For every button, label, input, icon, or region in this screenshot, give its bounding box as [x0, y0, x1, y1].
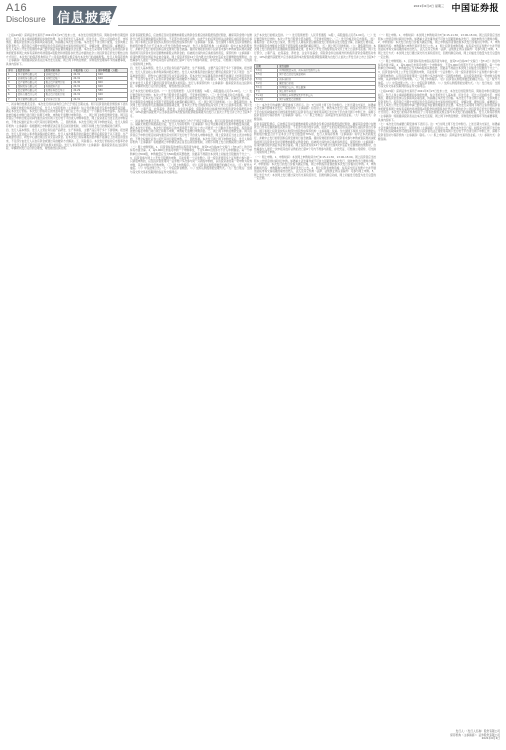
- table-cell: 620: [97, 97, 128, 101]
- table-cell: 网上网下申购日: [278, 89, 376, 93]
- table-cell: 证券股份有限公司: [16, 77, 44, 81]
- body-paragraph: （上接A15版）深圳证券交易所于2021年5月27日发布公告，本次发行的股票代码、简称及申购日期安排如下。发行人和主承销商根据初步询价结果，综合考虑发行人基本面、所处行业、可比公司估值水平、市场情况、募集资金需求以及承销风险等因素，协商确定本次发行价格。本次发行不进行网下配售，全部向网上投资者发行。投资者应当遵守中国证监会及深圳证券交易所的相关规定，审慎决策，理性投资。重要提示：发行人本次公开发行股票的申请已经中国证券监督管理委员会注册。本次发行采用网下向符合条件的投资者询价配售和网上向持有深圳市场非限售A股股份和非限售存托凭证市值的社会公众投资者定价发行相结合的方式进行。本次发行的保荐机构相关子公司将按照相关规定参与本次发行的战略配售。发行人和保荐机构（主承销商）特别提请投资者关注本次发行流程、网上网下申购及缴款、弃购股份处理等环节的重要事项，具体内容如下。: [6, 34, 128, 66]
- body-paragraph: （二）网上申购规则。1、投资者持有的市值以投资者为单位，按其T-2日前20个交易日（含T-2日）的日均持有市值计算。2、每5,000元市值可申购一个申购单位，不足5,000元的部分不计入申购额度。每一个申购单位为500股，申购数量应当为500股或其整数倍，但最高不得超过本次网上初始发行股数的千分之一。3、投资者参与网上公开发行股票的申购，只能使用一个证券账户。同一投资者使用多个证券账户参与同一只新股申购的，以及投资者使用同一证券账户多次参与同一只新股申购的，以该投资者的第一笔申购为有效申购，其余申购均为无效申购。（三）网上申购程序。（四）投资者认购股票数量的确定方法。（五）配号与抽签。（六）中签结果公告。（七）中签投资者缴款。（八）放弃认购股票的处理方式。（九）发行地点：全国与深交所交易系统联网的各证券交易网点。: [378, 60, 500, 89]
- issuer-line: 发行人：（发行人名称）股份有限公司: [455, 729, 500, 733]
- table-cell: 投资管理有限公司: [16, 89, 44, 93]
- table-cell: 信托有限责任公司: [16, 93, 44, 97]
- table-cell: 确定发行价格: [278, 81, 376, 85]
- table-header-cell: 申报价格（元）: [72, 68, 97, 72]
- body-paragraph: （二）网上申购规则。1、投资者持有的市值以投资者为单位，按其T-2日前20个交易日（含T-2日）的日均持有市值计算。2、每5,000元市值可申购一个申购单位，不足5,000元的部分不计入申购额度。每一个申购单位为500股，申购数量应当为500股或其整数倍，但最高不得超过本次网上初始发行股数的千分之一。3、投资者参与网上公开发行股票的申购，只能使用一个证券账户。同一投资者使用多个证券账户参与同一只新股申购的，以及投资者使用同一证券账户多次参与同一只新股申购的，以该投资者的第一笔申购为有效申购，其余申购均为无效申购。（三）网上申购程序。（四）投资者认购股票数量的确定方法。（五）配号与抽签。（六）中签结果公告。（七）中签投资者缴款。（八）放弃认购股票的处理方式。（九）发行地点：全国与深交所交易系统联网的各证券交易网点。: [130, 145, 252, 174]
- table-cell: 24.31: [72, 85, 97, 89]
- table-cell: 3: [7, 81, 17, 85]
- table-cell: T-6日: [255, 69, 278, 73]
- table-cell: 1: [7, 72, 17, 76]
- table-cell: 600: [97, 81, 128, 85]
- text-column-2: [130, 34, 252, 176]
- text-column-4: [378, 34, 500, 142]
- table-cell: 资产管理有限公司: [16, 81, 44, 85]
- text-column-3: [254, 34, 376, 182]
- table-cell: 620: [97, 72, 128, 76]
- table-cell: 24.31: [72, 97, 97, 101]
- body-paragraph: 一、初步询价结果及定价。本次发行的初步询价工作已于规定日期完成。网下投资者的报价情况如下表所示。剔除无效报价和最高报价后，发行人与保荐机构（主承销商）综合考虑剩余报价及拟申购数量等因素，确定本次发行价格。本次发行价格对应的市盈率低于同行业上市公司最近一个月静态平均市盈率。投资者请按此价格在申购日进行网上和网下申购，申购时无需缴付申购资金。二、网上网下申购及缴款安排。网下投资者应于申购日规定时间内通过深交所网下发行电子平台录入申购单信息，网上投资者应当自主表达申购意向，不得全权委托证券公司代其进行新股申购。三、回拨机制。本次发行网上网下申购结束后，发行人和保荐机构（主承销商）将根据网上申购情况决定是否启动回拨机制，对网下和网上发行的规模进行调节。: [6, 103, 128, 128]
- table-cell: 24.31: [72, 93, 97, 97]
- table-cell: 4: [7, 85, 17, 89]
- body-paragraph: 四、发行人基本情况。发行人主营业务包括产品研发、生产和销售，主要产品应用于多个下游领域。报告期内，发行人营业收入和净利润保持稳定增长。发行人本次募集资金扣除发行费用后拟投资于以下项目：生产基地建设项目、研发中心建设项目及补充流动资金。若本次发行实际募集资金净额不能满足上述项目资金需求，不足部分由发行人以自有资金或通过其他融资方式解决。五、风险提示。本次发行价格对应市盈率仍存在未来发行人股价下跌给投资者带来损失的风险。发行人和保荐机构（主承销商）提请投资者关注投资风险，审慎研判发行定价的合理性，理性做出投资决策。: [130, 67, 252, 89]
- body-paragraph: 关于本次发行的相关安排。（一）发行股票类型：人民币普通股（A股），每股面值人民币1.00元。（二）发行数量和发行结构：本次公开发行股票全部为新股，不安排老股转让。（三）发行价格及对应市盈率。（四）募集资金：若本次发行成功，预计发行人募集资金总额将按发行价格乘以发行数量计算，扣除发行费用后，预计募集资金净额将全部用于招股说明书披露的募投项目。（五）网上网下回拨机制。（六）限售期安排：本次网上发行的股票无流通限制及限售期安排，自本次公开发行的股票在深交所上市之日起即可流通。网下发行部分，公募产品、社保基金、养老金、企业年金基金、保险资金和合格境外机构投资者资金等配售对象中，10%的最终获配账户应当承诺获得本次配售的股票限售期限为自发行人首次公开发行并上市之日起6个月。: [254, 34, 376, 63]
- body-paragraph: 关于本次发行的相关安排。（一）发行股票类型：人民币普通股（A股），每股面值人民币1.00元。（二）发行数量和发行结构：本次公开发行股票全部为新股，不安排老股转让。（三）发行价格及对应市盈率。（四）募集资金：若本次发行成功，预计发行人募集资金总额将按发行价格乘以发行数量计算，扣除发行费用后，预计募集资金净额将全部用于招股说明书披露的募投项目。（五）网上网下回拨机制。（六）限售期安排：本次网上发行的股票无流通限制及限售期安排，自本次公开发行的股票在深交所上市之日起即可流通。网下发行部分，公募产品、社保基金、养老金、企业年金基金、保险资金和合格境外机构投资者资金等配售对象中，10%的最终获配账户应当承诺获得本次配售的股票限售期限为自发行人首次公开发行并上市之日起6个月。: [130, 89, 252, 119]
- table-header-cell: 序号: [7, 68, 17, 72]
- table-cell: 基金管理有限公司: [16, 72, 44, 76]
- table-cell: 24.31: [72, 72, 97, 76]
- table-cell: 证券投资基金: [44, 72, 72, 76]
- table-cell: T-1日: [255, 85, 278, 89]
- table-header-cell: 拟申购数量（万股）: [97, 68, 128, 72]
- table-cell: 企业年金计划: [44, 97, 72, 101]
- table-cell: 24.31: [72, 77, 97, 81]
- body-paragraph: 投资者获配股票后，应按规定及时足额缴纳新股认购资金及相应的新股配售经纪佣金，确保其资金账户在缴款日日终有足额的新股认购资金。不足部分视为放弃认购，由此产生的后果及相关法律责任由投资者自行承担。网下和网上投资者放弃认购部分的股份由保荐机构（主承销商）包销。当出现网下和网上投资者缴款认购的股份数量合计不足本次公开发行数量的70%时，发行人和保荐机构（主承销商）将中止本次新股发行，并就中止发行的原因和后续安排进行信息披露。提供有效报价的网下投资者未参与申购或者获得初步配售的网下投资者未及时足额缴纳新股认购资金的，将被视为违约并应承担违约责任，保荐机构（主承销商）将违约情况报中国证券业协会备案。网上投资者连续12个月内累计出现3次中签后未足额缴款的情形时，自结算参与人最近一次申报其放弃认购的次日起6个月内不得参与新股、存托凭证、可转换公司债券、可交换公司债券网上申购。: [254, 122, 376, 155]
- body-paragraph: （一）网上申购。1、申购时间：本次网上申购时间为T日9:15-11:30、13:00-15:00。网上投资者应当按照本公告规定的时间进行申购。如遇重大突发事件或不可抗力因素影响本次发行，则按申购当日通知办理。2、申购价格：本次发行的发行价格为确定价格，网上申购投资者须按照本次发行价格进行申购。3、申购简称和代码：申购简称与申购代码详见发行公告。4、网上投资者申购资格：持有深交所证券账户卡并开通创业板市场交易权限的境内自然人、法人及其它机构（法律、法规禁止购买者除外）可参与网上申购。5、网上发行方式：本次网上发行通过深交所交易系统进行，回拨机制启动前，网上初始发行数量为发行总量的一定比例。: [378, 34, 500, 59]
- table-cell: 集合资金信托计划: [44, 93, 72, 97]
- table-header-cell: 日期: [255, 65, 278, 69]
- signature-date: 2021年6月2日: [481, 736, 500, 741]
- table-cell: 2: [7, 77, 17, 81]
- underwriter-line: 保荐机构（主承销商）：证券股份有限公司: [450, 732, 500, 737]
- table-cell: 580: [97, 89, 128, 93]
- table-row: [7, 97, 128, 101]
- table-cell: 620: [97, 85, 128, 89]
- table-cell: T+1日: [255, 93, 278, 97]
- newspaper-masthead: 中国证券报: [451, 4, 499, 14]
- table-cell: 6: [7, 93, 17, 97]
- table-cell: 自营投资账户: [44, 77, 72, 81]
- page-number: A16: [6, 2, 28, 14]
- issuer-signature: [378, 730, 500, 741]
- table-cell: T日: [255, 89, 278, 93]
- table-cell: 24.29: [72, 89, 97, 93]
- table-header-cell: 发行安排: [278, 65, 376, 69]
- table-cell: 私募证券投资基金: [44, 89, 72, 93]
- table-cell: 620: [97, 77, 128, 81]
- section-banner-title: 信息披露: [57, 11, 114, 26]
- body-paragraph: （七）本次发行的重要日期安排如下表所示。注：T日为网上网下发行申购日。上述日期为交易日，如遇重大突发事件影响本次发行，保荐机构（主承销商）将及时公告，修改本次发行日程。如因深交所网下发行电子平台系统故障或非可控因素导致网下投资者无法正常使用其网下发行电子平台进行网下申购工作，请网下投资者及时与保荐机构（主承销商）联系。（八）拟上市地点：深圳证券交易所创业板。（九）承销方式：余额包销。: [254, 103, 376, 121]
- table-cell: T-5日: [255, 73, 278, 77]
- table-cell: T+2日: [255, 98, 278, 102]
- text-column-1: [6, 34, 128, 152]
- body-paragraph: （上接A15版）深圳证券交易所于2021年5月27日发布公告，本次发行的股票代码、简称及申购日期安排如下。发行人和主承销商根据初步询价结果，综合考虑发行人基本面、所处行业、可比公司估值水平、市场情况、募集资金需求以及承销风险等因素，协商确定本次发行价格。本次发行不进行网下配售，全部向网上投资者发行。投资者应当遵守中国证监会及深圳证券交易所的相关规定，审慎决策，理性投资。重要提示：发行人本次公开发行股票的申请已经中国证券监督管理委员会注册。本次发行采用网下向符合条件的投资者询价配售和网上向持有深圳市场非限售A股股份和非限售存托凭证市值的社会公众投资者定价发行相结合的方式进行。本次发行的保荐机构相关子公司将按照相关规定参与本次发行的战略配售。发行人和保荐机构（主承销商）特别提请投资者关注本次发行流程、网上网下申购及缴款、弃购股份处理等环节的重要事项，具体内容如下。: [378, 89, 500, 122]
- table-header-cell: 投资者名称: [16, 68, 44, 72]
- table-cell: 初步询价日: [278, 77, 376, 81]
- section-label: Disclosure: [6, 14, 46, 24]
- page-header: [0, 0, 506, 30]
- table-row: [255, 98, 376, 102]
- header-rule: [118, 25, 500, 26]
- table-cell: 刊登招股意向书、初步询价及推介公告: [278, 69, 376, 73]
- table-cell: 7: [7, 97, 17, 101]
- table-cell: 网下获配投资者缴款: [278, 98, 376, 102]
- body-paragraph: （一）网上申购。1、申购时间：本次网上申购时间为T日9:15-11:30、13:00-15:00。网上投资者应当按照本公告规定的时间进行申购。如遇重大突发事件或不可抗力因素影响本次发行，则按申购当日通知办理。2、申购价格：本次发行的发行价格为确定价格，网上申购投资者须按照本次发行价格进行申购。3、申购简称和代码：申购简称与申购代码详见发行公告。4、网上投资者申购资格：持有深交所证券账户卡并开通创业板市场交易权限的境内自然人、法人及其它机构（法律、法规禁止购买者除外）可参与网上申购。5、网上发行方式：本次网上发行通过深交所交易系统进行，回拨机制启动前，网上初始发行数量为发行总量的一定比例。: [254, 155, 376, 181]
- dateline: 2021年6月2日 星期三: [413, 4, 444, 8]
- body-paragraph: 投资者获配股票后，应按规定及时足额缴纳新股认购资金及相应的新股配售经纪佣金，确保其资金账户在缴款日日终有足额的新股认购资金。不足部分视为放弃认购，由此产生的后果及相关法律责任由投资者自行承担。网下和网上投资者放弃认购部分的股份由保荐机构（主承销商）包销。当出现网下和网上投资者缴款认购的股份数量合计不足本次公开发行数量的70%时，发行人和保荐机构（主承销商）将中止本次新股发行，并就中止发行的原因和后续安排进行信息披露。提供有效报价的网下投资者未参与申购或者获得初步配售的网下投资者未及时足额缴纳新股认购资金的，将被视为违约并应承担违约责任，保荐机构（主承销商）将违约情况报中国证券业协会备案。网上投资者连续12个月内累计出现3次中签后未足额缴款的情形时，自结算参与人最近一次申报其放弃认购的次日起6个月内不得参与新股、存托凭证、可转换公司债券、可交换公司债券网上申购。: [130, 34, 252, 66]
- table-header-cell: 配售对象名称: [44, 68, 72, 72]
- quote-table: [6, 68, 128, 102]
- body-paragraph: 一、初步询价结果及定价。本次发行的初步询价工作已于规定日期完成。网下投资者的报价情况如下表所示。剔除无效报价和最高报价后，发行人与保荐机构（主承销商）综合考虑剩余报价及拟申购数量等因素，确定本次发行价格。本次发行价格对应的市盈率低于同行业上市公司最近一个月静态平均市盈率。投资者请按此价格在申购日进行网上和网下申购，申购时无需缴付申购资金。二、网上网下申购及缴款安排。网下投资者应于申购日规定时间内通过深交所网下发行电子平台录入申购单信息，网上投资者应当自主表达申购意向，不得全权委托证券公司代其进行新股申购。三、回拨机制。本次发行网上网下申购结束后，发行人和保荐机构（主承销商）将根据网上申购情况决定是否启动回拨机制，对网下和网上发行的规模进行调节。: [130, 119, 252, 145]
- body-paragraph: 四、发行人基本情况。发行人主营业务包括产品研发、生产和销售，主要产品应用于多个下游领域。报告期内，发行人营业收入和净利润保持稳定增长。发行人本次募集资金扣除发行费用后拟投资于以下项目：生产基地建设项目、研发中心建设项目及补充流动资金。若本次发行实际募集资金净额不能满足上述项目资金需求，不足部分由发行人以自有资金或通过其他融资方式解决。五、风险提示。本次发行价格对应市盈率仍存在未来发行人股价下跌给投资者带来损失的风险。发行人和保荐机构（主承销商）提请投资者关注投资风险，审慎研判发行定价的合理性，理性做出投资决策。: [6, 129, 128, 151]
- table-cell: 刊登网上申购情况及中签率公告: [278, 93, 376, 97]
- table-cell: 刊登发行公告、网上路演: [278, 85, 376, 89]
- table-cell: T-3日: [255, 77, 278, 81]
- table-cell: 5: [7, 89, 17, 93]
- table-cell: 保险股份有限公司: [16, 85, 44, 89]
- table-cell: T-2日: [255, 81, 278, 85]
- table-cell: 传统保险产品: [44, 85, 72, 89]
- table-cell: 基金管理有限公司: [16, 97, 44, 101]
- body-paragraph: （七）本次发行的重要日期安排如下表所示。注：T日为网上网下发行申购日。上述日期为交易日，如遇重大突发事件影响本次发行，保荐机构（主承销商）将及时公告，修改本次发行日程。如因深交所网下发行电子平台系统故障或非可控因素导致网下投资者无法正常使用其网下发行电子平台进行网下申购工作，请网下投资者及时与保荐机构（主承销商）联系。（八）拟上市地点：深圳证券交易所创业板。（九）承销方式：余额包销。: [378, 123, 500, 141]
- table-cell: 620: [97, 93, 128, 97]
- schedule-table: [254, 64, 376, 102]
- table-cell: 网下投资者提交核查材料: [278, 73, 376, 77]
- table-cell: 集合资产管理计划: [44, 81, 72, 85]
- table-cell: 24.30: [72, 81, 97, 85]
